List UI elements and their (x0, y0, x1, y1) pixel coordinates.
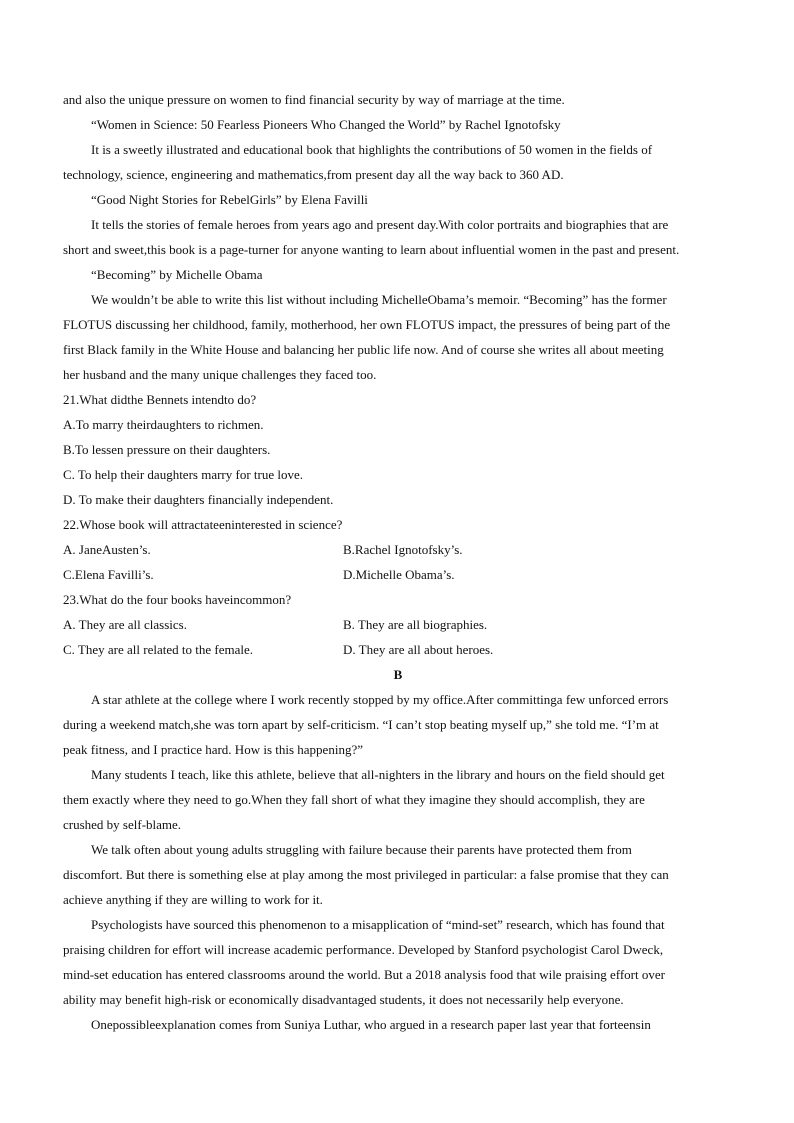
passage-line: Many students I teach, like this athlete, believe that all-nighters in the library and hours on the field should get (91, 767, 665, 782)
passage-line: mind-set education has entered classrooms around the world. But a 2018 analysis food that wile praising effort over (63, 967, 665, 982)
book-desc-line: FLOTUS discussing her childhood, family, motherhood, her own FLOTUS impact, the pressures of being part of the (63, 317, 671, 332)
question-22-options-row (63, 562, 733, 587)
question-21-stem: 21.What didthe Bennets intendto do? (63, 392, 257, 407)
book-desc-line: It is a sweetly illustrated and educational book that highlights the contributions of 50 women in the fields of (91, 142, 653, 157)
book-desc-line: her husband and the many unique challenges they faced too. (63, 367, 377, 382)
passage-line: A star athlete at the college where I work recently stopped by my office.After committinga few unforced errors (91, 692, 669, 707)
book-desc-line: We wouldn’t be able to write this list without including MichelleObama’s memoir. “Becoming” has the former (91, 292, 667, 307)
question-22-option-c: C.Elena Favilli’s. (63, 567, 154, 582)
question-23-option-b: B. They are all biographies. (343, 617, 488, 632)
intro-tail-line: and also the unique pressure on women to find financial security by way of marriage at the time. (63, 92, 565, 107)
question-23-options-row (63, 612, 733, 637)
question-22-option-a: A. JaneAusten’s. (63, 542, 151, 557)
passage-line: We talk often about young adults struggling with failure because their parents have protected them from (91, 842, 632, 857)
passage-line: discomfort. But there is something else at play among the most privileged in particular: a false promise that they can (63, 867, 669, 882)
book-title-3: “Becoming” by Michelle Obama (91, 267, 263, 282)
passage-line: crushed by self-blame. (63, 817, 182, 832)
document-content (63, 87, 733, 1037)
question-21-option-a: A.To marry theirdaughters to richmen. (63, 417, 264, 432)
passage-line: achieve anything if they are willing to work for it. (63, 892, 323, 907)
passage-line: ability may benefit high-risk or economically disadvantaged students, it does not necessarily help everyone. (63, 992, 624, 1007)
book-desc-line: short and sweet,this book is a page-turner for anyone wanting to learn about influential women in the past and present. (63, 242, 680, 257)
passage-line: Onepossibleexplanation comes from Suniya Luthar, who argued in a research paper last year that forteensin (91, 1017, 651, 1032)
question-21-option-c: C. To help their daughters marry for true love. (63, 467, 304, 482)
question-23-option-c: C. They are all related to the female. (63, 642, 253, 657)
passage-line: praising children for effort will increase academic performance. Developed by Stanford psychologist Carol Dweck, (63, 942, 664, 957)
book-desc-line: technology, science, engineering and mathematics,from present day all the way back to 360 AD. (63, 167, 564, 182)
passage-line: during a weekend match,she was torn apart by self-criticism. “I can’t stop beating myself up,” she told me. “I’m at (63, 717, 659, 732)
book-desc-line: It tells the stories of female heroes from years ago and present day.With color portraits and biographies that are (91, 217, 669, 232)
section-b-heading: B (393, 667, 403, 682)
passage-line: them exactly where they need to go.When they fall short of what they imagine they should accomplish, they are (63, 792, 645, 807)
question-23-option-d: D. They are all about heroes. (343, 642, 494, 657)
passage-line: peak fitness, and I practice hard. How is this happening?” (63, 742, 363, 757)
question-21-option-d: D. To make their daughters financially independent. (63, 492, 334, 507)
question-22-option-b: B.Rachel Ignotofsky’s. (343, 542, 463, 557)
question-23-options-row (63, 637, 733, 662)
book-title-2: “Good Night Stories for RebelGirls” by Elena Favilli (91, 192, 368, 207)
question-23-stem: 23.What do the four books haveincommon? (63, 592, 292, 607)
question-22-option-d: D.Michelle Obama’s. (343, 567, 455, 582)
question-23-option-a: A. They are all classics. (63, 617, 187, 632)
passage-line: Psychologists have sourced this phenomenon to a misapplication of “mind-set” research, which has found that (91, 917, 665, 932)
question-22-stem: 22.Whose book will attractateeninterested in science? (63, 517, 343, 532)
question-21-option-b: B.To lessen pressure on their daughters. (63, 442, 271, 457)
book-desc-line: first Black family in the White House and balancing her public life now. And of course she writes all about meeting (63, 342, 664, 357)
question-22-options-row (63, 537, 733, 562)
book-title-1: “Women in Science: 50 Fearless Pioneers Who Changed the World” by Rachel Ignotofsky (91, 117, 561, 132)
